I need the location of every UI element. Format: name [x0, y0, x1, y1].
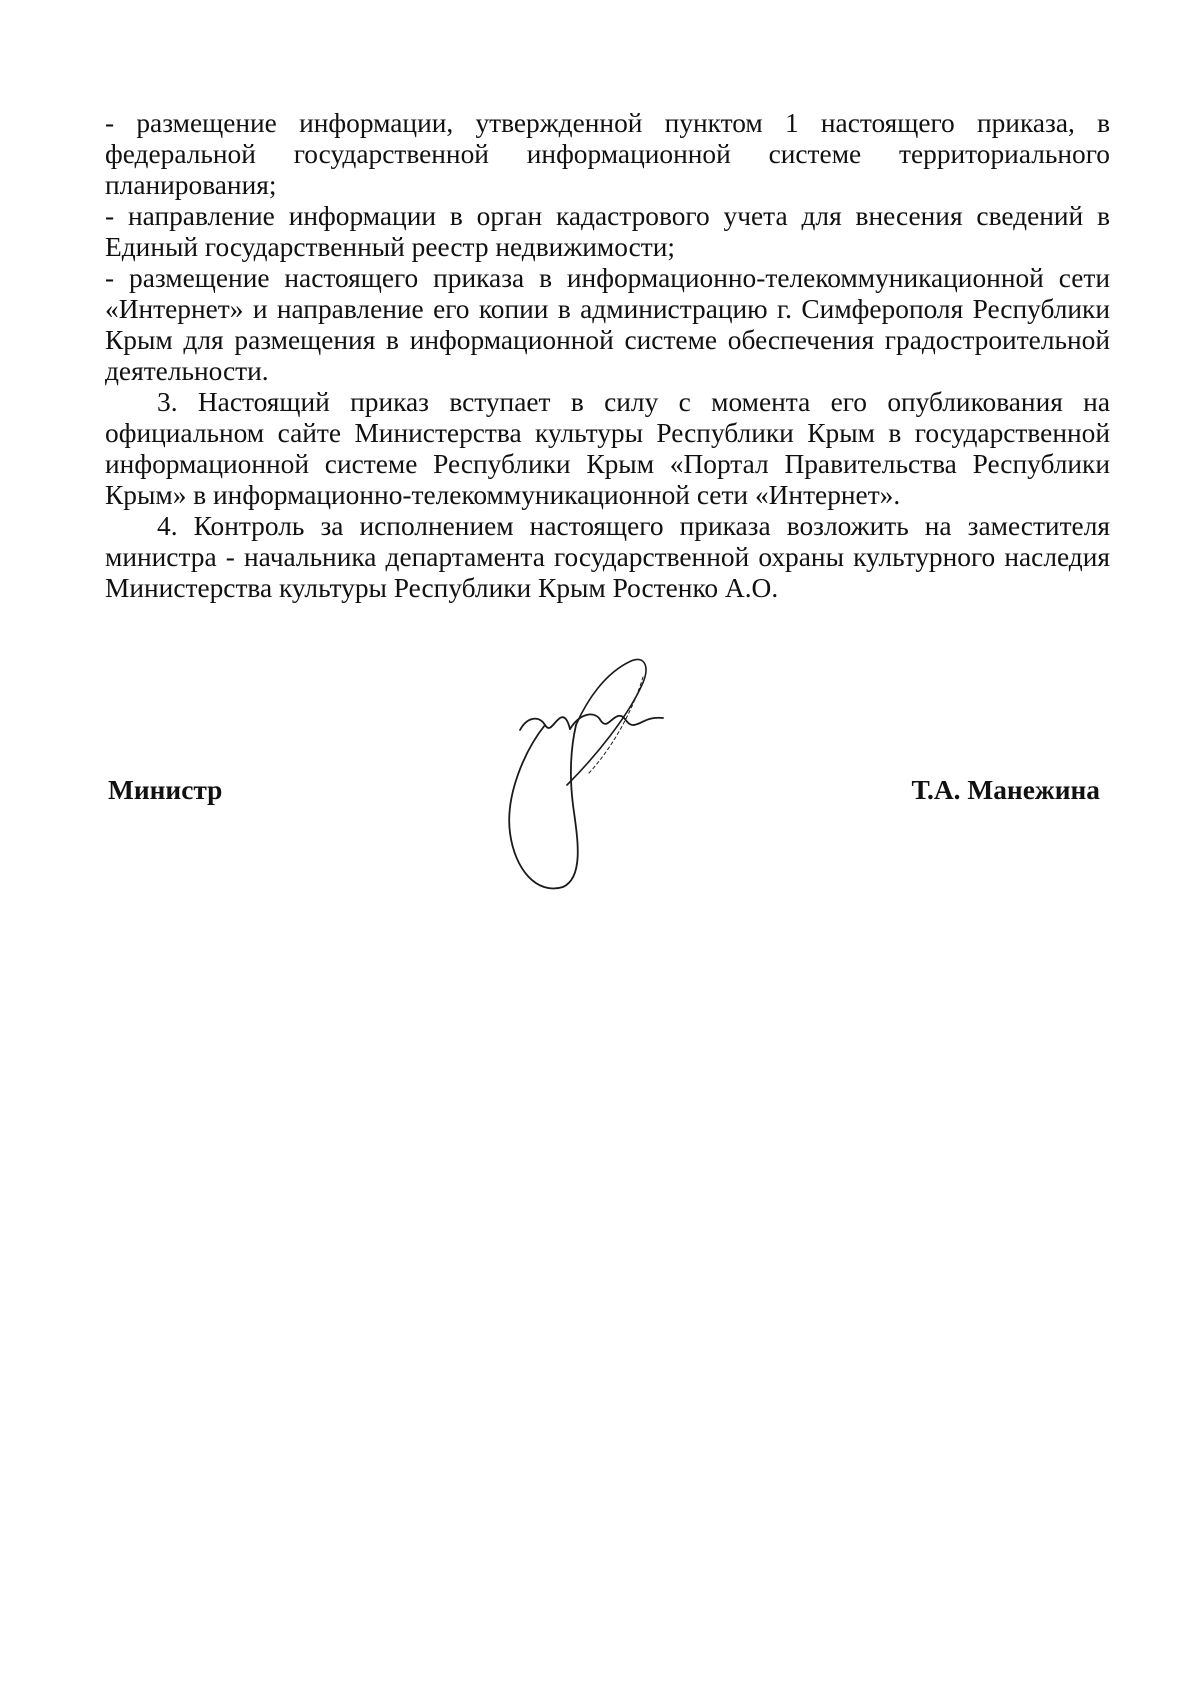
- signatory-title: Министр: [108, 775, 223, 805]
- paragraph-internet-placement: - размещение настоящего приказа в информационно-телекоммуникационной сети «Интернет» и направление его копии в администрацию г. Симферополя Республики Крым для размещения в информационной системе обеспечения градостроительной деятельности.: [105, 263, 1110, 386]
- paragraph-fgis-placement: - размещение информации, утвержденной пунктом 1 настоящего приказа, в федеральной государственной информационной системе территориального планирования;: [105, 108, 1110, 200]
- paragraph-cadastral-registry: - направление информации в орган кадастрового учета для внесения сведений в Единый государственный реестр недвижимости;: [105, 201, 1110, 262]
- paragraph-item-3-effective-date: 3. Настоящий приказ вступает в силу с момента его опубликования на официальном сайте Министерства культуры Республики Крым в государственной информационной системе Республики Крым «Портал Правительства Республики Крым» в информационно-телекоммуникационной сети «Интернет».: [105, 387, 1110, 510]
- document-body: [105, 108, 1110, 604]
- signatory-name: Т.А. Манежина: [911, 775, 1100, 805]
- signature-block: [105, 775, 1100, 815]
- paragraph-item-4-control: 4. Контроль за исполнением настоящего приказа возложить на заместителя министра - начальника департамента государственной охраны культурного наследия Министерства культуры Республики Крым Ростенко А.О.: [105, 511, 1110, 603]
